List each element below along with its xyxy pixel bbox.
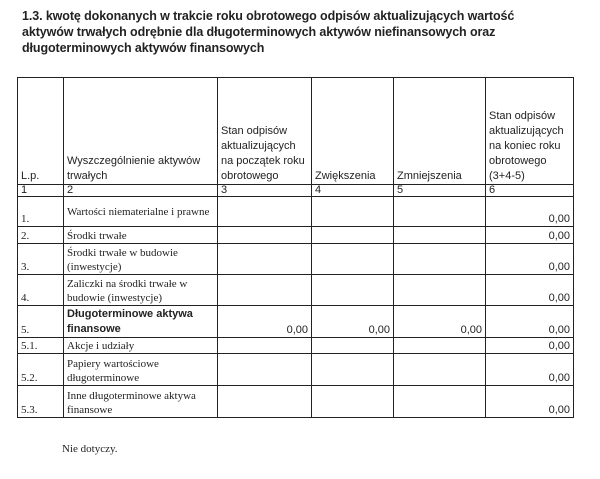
row-lp: 5.1. [18,338,64,354]
table-row [18,338,574,354]
table-row [18,227,574,244]
row-decrease-value [394,197,486,227]
column-number: 3 [218,185,312,197]
row-decrease-value [394,354,486,386]
row-name: Długoterminowe aktywa finansowe [64,306,218,338]
table-row [18,275,574,306]
row-start-value [218,386,312,418]
header-row [18,78,574,185]
header-lp: L.p. [18,78,64,185]
row-increase-value [312,386,394,418]
row-increase-value: 0,00 [312,306,394,338]
row-end-value: 0,00 [486,197,574,227]
note-text: Nie dotyczy. [62,443,118,455]
table-row [18,306,574,338]
row-increase-value [312,227,394,244]
row-increase-value [312,338,394,354]
row-lp: 2. [18,227,64,244]
row-name: Środki trwałe w budowie (inwestycje) [64,244,218,275]
row-end-value: 0,00 [486,354,574,386]
row-start-value [218,338,312,354]
row-increase-value [312,244,394,275]
row-start-value [218,354,312,386]
row-lp: 3. [18,244,64,275]
row-end-value: 0,00 [486,338,574,354]
row-end-value: 0,00 [486,227,574,244]
row-lp: 1. [18,197,64,227]
row-end-value: 0,00 [486,275,574,306]
header-decrease: Zmniejszenia [394,78,486,185]
column-number: 4 [312,185,394,197]
column-number-row [18,185,574,197]
row-decrease-value [394,338,486,354]
column-number: 1 [18,185,64,197]
row-start-value [218,244,312,275]
row-name: Papiery wartościowe długoterminowe [64,354,218,386]
row-decrease-value: 0,00 [394,306,486,338]
table-row [18,386,574,418]
row-increase-value [312,354,394,386]
row-end-value: 0,00 [486,306,574,338]
section-heading: 1.3. kwotę dokonanych w trakcie roku obrotowego odpisów aktualizujących wartość aktywów trwałych odrębnie dla długoterminowych aktywów niefinansowych oraz długoterminowych aktywów finansowych [22,9,515,55]
row-decrease-value [394,227,486,244]
row-increase-value [312,275,394,306]
column-number: 5 [394,185,486,197]
row-name: Zaliczki na środki trwałe w budowie (inwestycje) [64,275,218,306]
row-name: Środki trwałe [64,227,218,244]
row-lp: 5.3. [18,386,64,418]
column-number: 2 [64,185,218,197]
row-end-value: 0,00 [486,244,574,275]
row-start-value [218,227,312,244]
header-increase: Zwiększenia [312,78,394,185]
row-start-value [218,197,312,227]
row-start-value: 0,00 [218,306,312,338]
row-end-value: 0,00 [486,386,574,418]
row-lp: 5.2. [18,354,64,386]
row-start-value [218,275,312,306]
row-lp: 4. [18,275,64,306]
column-number: 6 [486,185,574,197]
row-name: Wartości niematerialne i prawne [64,197,218,227]
table-row [18,197,574,227]
row-increase-value [312,197,394,227]
row-decrease-value [394,275,486,306]
header-end: Stan odpisów aktualizujących na koniec roku obrotowego (3+4-5) [486,78,574,185]
row-decrease-value [394,244,486,275]
table-row [18,244,574,275]
row-name: Akcje i udziały [64,338,218,354]
header-start: Stan odpisów aktualizujących na początek roku obrotowego [218,78,312,185]
row-name: Inne długoterminowe aktywa finansowe [64,386,218,418]
table-row [18,354,574,386]
row-lp: 5. [18,306,64,338]
impairment-table [17,77,574,418]
header-name: Wyszczególnienie aktywów trwałych [64,78,218,185]
row-decrease-value [394,386,486,418]
